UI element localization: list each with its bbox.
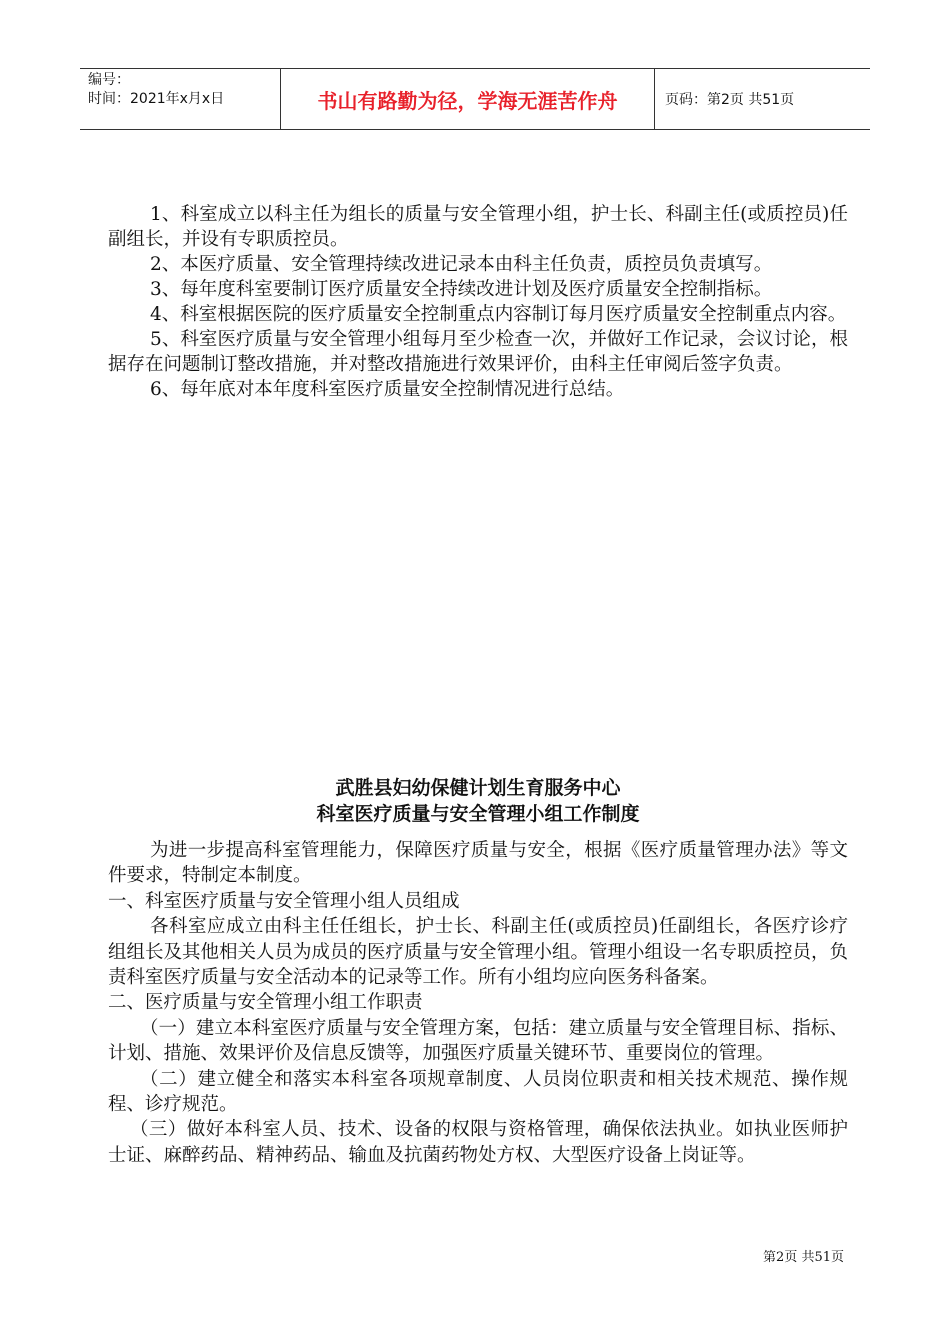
rule-paragraph: 4、科室根据医院的医疗质量安全控制重点内容制订每月医疗质量安全控制重点内容。 bbox=[150, 304, 847, 325]
rule-paragraph: 6、每年底对本年度科室医疗质量安全控制情况进行总结。 bbox=[150, 379, 625, 400]
rule-paragraph: 5、科室医疗质量与安全管理小组每月至少检查一次，并做好工作记录，会议讨论，根据存在问题制订整改措施，并对整改措施进行效果评价，由科主任审阅后签字负责。 bbox=[108, 329, 848, 375]
body-paragraph: 各科室应成立由科主任任组长，护士长、科副主任(或质控员)任副组长，各医疗诊疗组组长及其他相关人员为成员的医疗质量与安全管理小组。管理小组设一名专职质控员，负责科室医疗质量与安全活动本的记录等工作。所有小组均应向医务科备案。 bbox=[108, 916, 849, 989]
header-motto: 书山有路勤为径，学海无涯苦作舟 bbox=[280, 69, 655, 129]
title-subject: 科室医疗质量与安全管理小组工作制度 bbox=[316, 803, 640, 825]
document-body bbox=[108, 838, 848, 1168]
title-org: 武胜县妇幼保健计划生育服务中心 bbox=[335, 777, 621, 799]
rule-paragraph: 1、科室成立以科主任为组长的质量与安全管理小组，护士长、科副主任(或质控员)任副组长，并设有专职质控员。 bbox=[108, 204, 848, 250]
header-page-label: 页码：第2页 共51页 bbox=[665, 92, 795, 108]
section-heading: 二、医疗质量与安全管理小组工作职责 bbox=[108, 992, 423, 1014]
header-meta bbox=[80, 69, 280, 129]
list-item: （三）做好本科室人员、技术、设备的权限与资格管理，确保依法执业。如执业医师护士证、麻醉药品、精神药品、输血及抗菌药物处方权、大型医疗设备上岗证等。 bbox=[108, 1119, 848, 1166]
section-rules bbox=[108, 202, 848, 402]
rule-paragraph: 3、每年度科室要制订医疗质量安全持续改进计划及医疗质量安全控制指标。 bbox=[150, 279, 773, 300]
number-label: 编号： bbox=[88, 72, 130, 88]
document-title bbox=[108, 775, 848, 827]
list-item: （一）建立本科室医疗质量与安全管理方案，包括：建立质量与安全管理目标、指标、计划、措施、效果评价及信息反馈等，加强医疗质量关键环节、重要岗位的管理。 bbox=[108, 1017, 848, 1065]
section-heading: 一、科室医疗质量与安全管理小组人员组成 bbox=[108, 890, 460, 912]
page-header bbox=[80, 68, 870, 130]
time-label: 时间：2021年x月x日 bbox=[88, 91, 225, 107]
page-footer: 第2页 共51页 bbox=[763, 1250, 844, 1265]
rule-paragraph: 2、本医疗质量、安全管理持续改进记录本由科主任负责，质控员负责填写。 bbox=[150, 254, 773, 275]
list-item: （二）建立健全和落实本科室各项规章制度、人员岗位职责和相关技术规范、操作规程、诊疗规范。 bbox=[108, 1068, 848, 1116]
intro-paragraph: 为进一步提高科室管理能力，保障医疗质量与安全，根据《医疗质量管理办法》等文件要求，特制定本制度。 bbox=[108, 840, 848, 887]
